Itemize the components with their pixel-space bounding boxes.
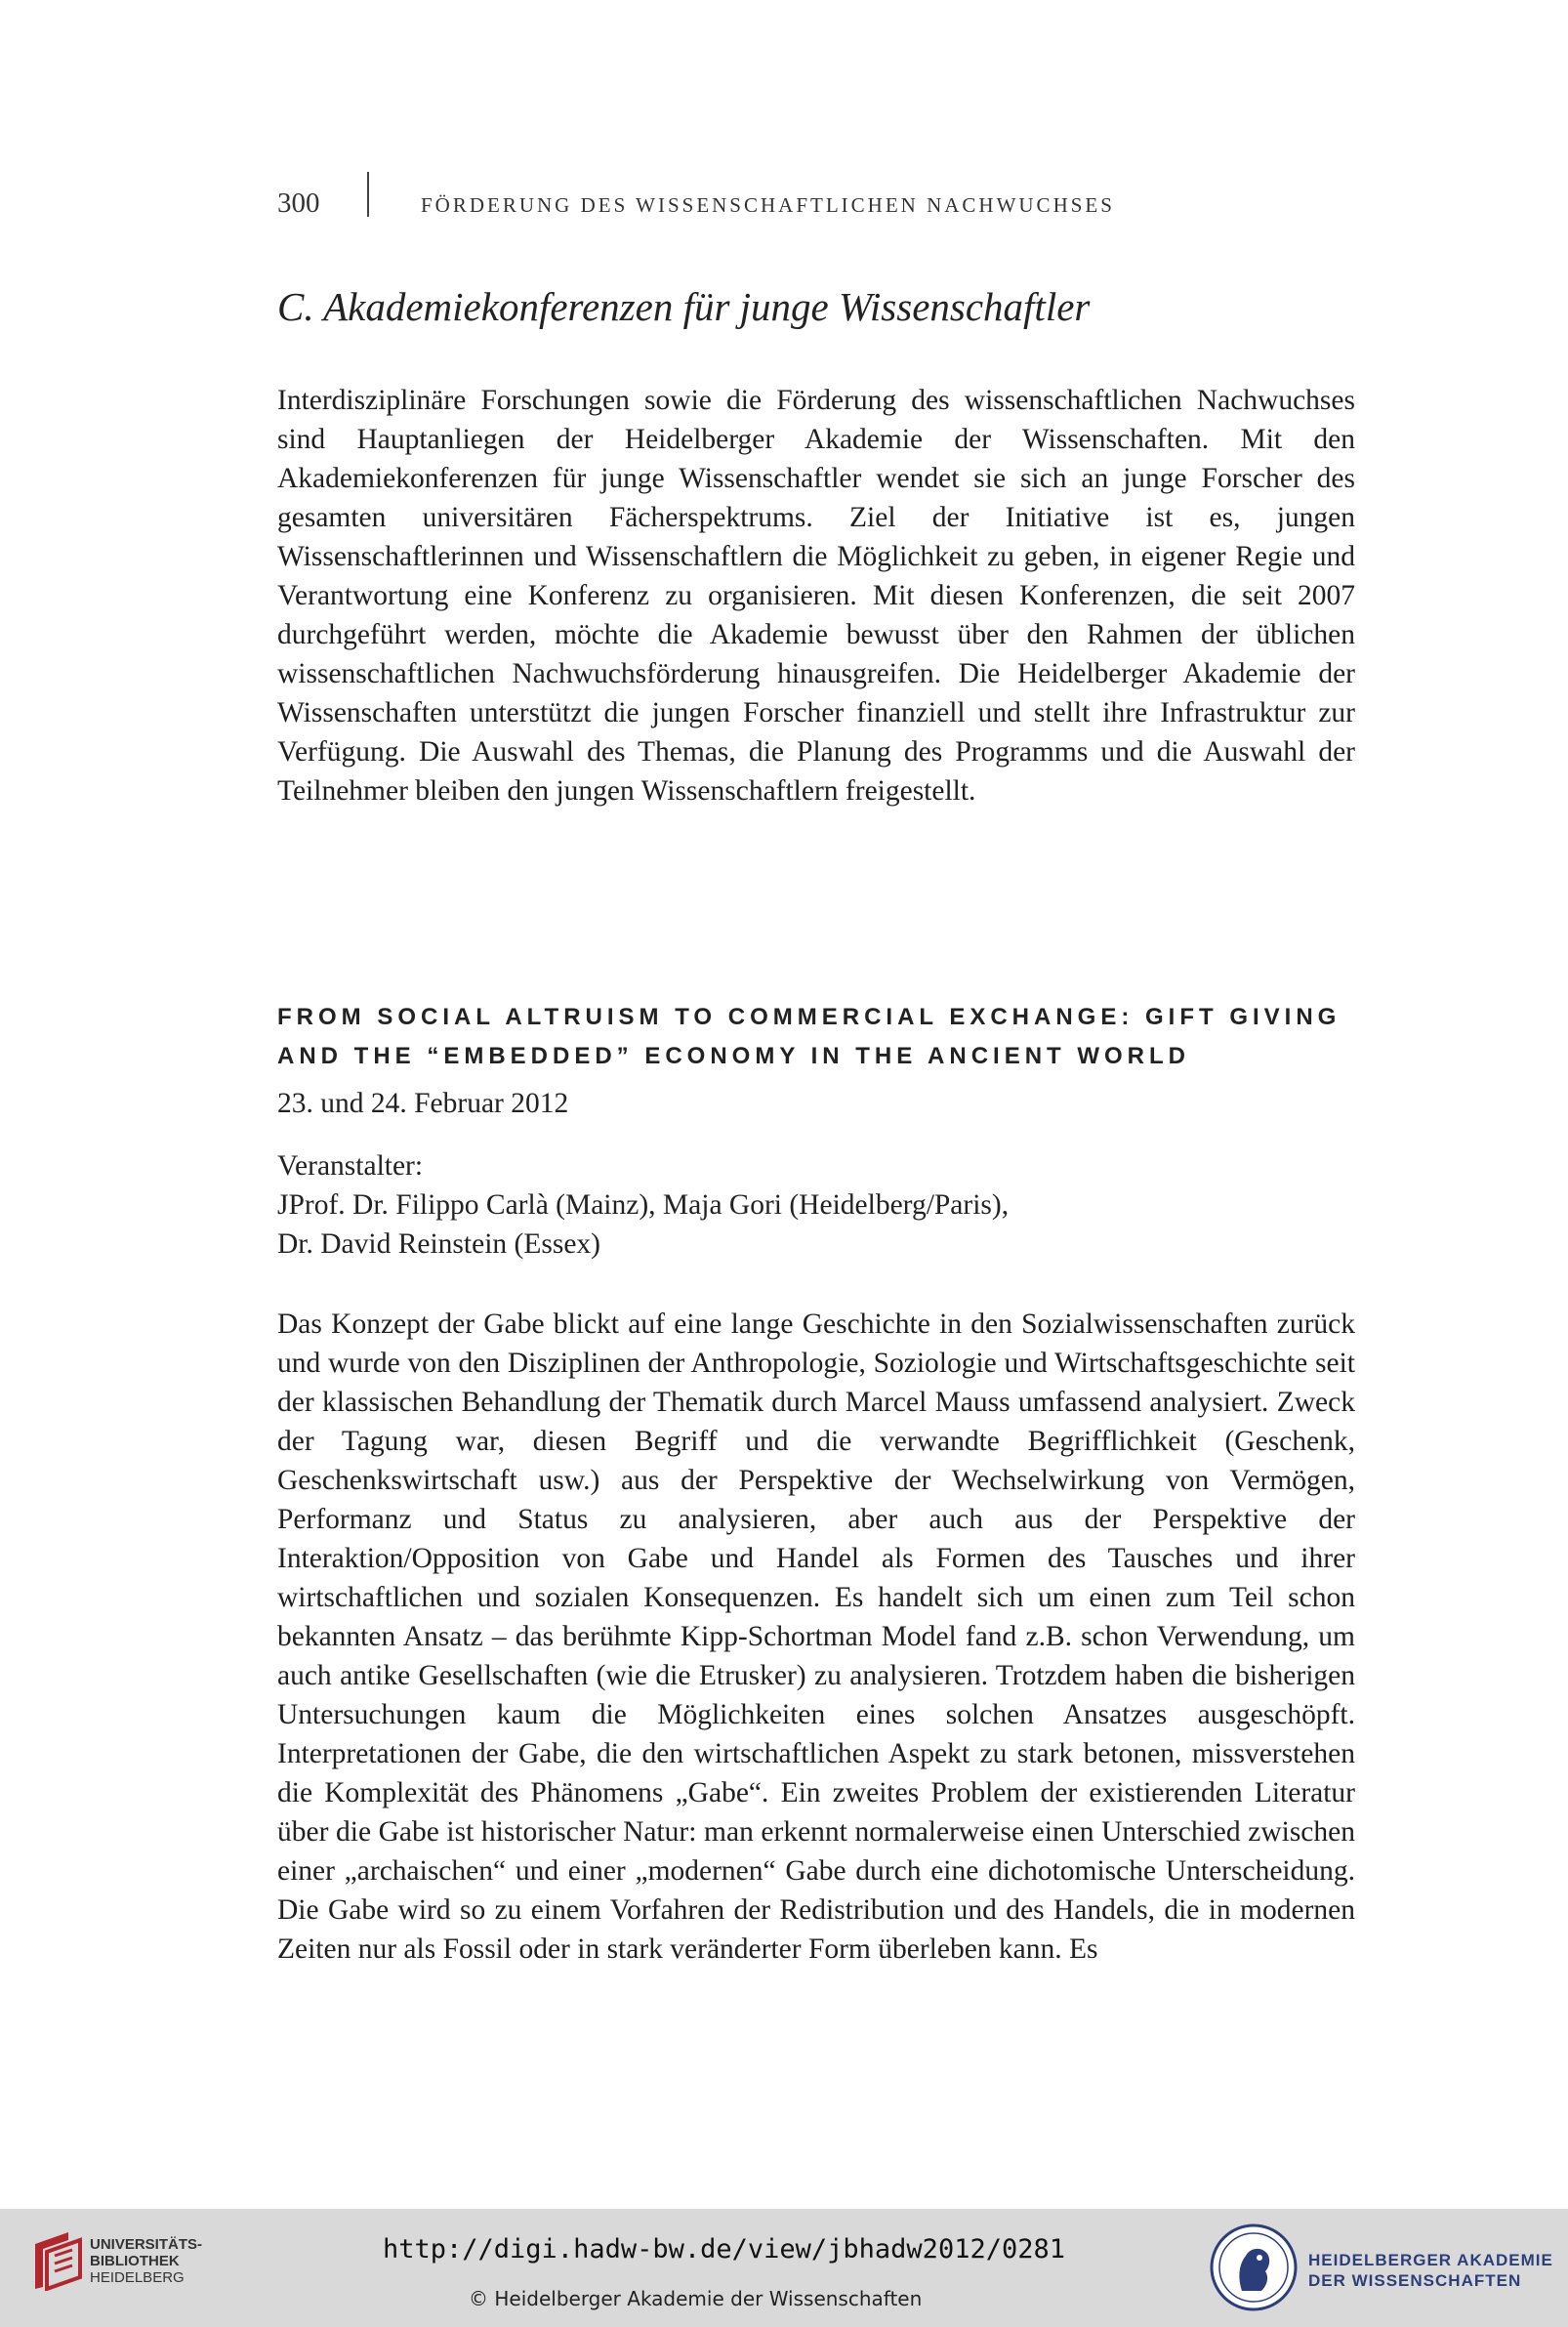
organizers-block — [277, 1146, 1009, 1264]
footer-bar — [0, 2209, 1568, 2327]
organizers-line: Dr. David Reinstein (Essex) — [277, 1228, 600, 1260]
academy-logo[interactable] — [1209, 2223, 1560, 2316]
conference-title: FROM SOCIAL ALTRUISM TO COMMERCIAL EXCHANGE: GIFT GIVING AND THE “EMBEDDED” ECONOMY IN THE ANCIENT WORLD — [277, 1004, 1341, 1069]
organizers-line: JProf. Dr. Filippo Carlà (Mainz), Maja Gori (Heidelberg/Paris), — [277, 1189, 1010, 1221]
copyright-notice: © Heidelberger Akademie der Wissenschaften — [469, 2287, 923, 2310]
conference-description: Das Konzept der Gabe blickt auf eine lange Geschichte in den Sozialwissenschaften zurück und wurde von den Disziplinen der Anthropologie, Soziologie und Wirtschaftsgeschichte seit der klassischen Behandlung der Thematik durch Marcel Mauss umfassend analysiert. Zweck der Tagung war, diesen Begriff und die verwandte Begrifflichkeit (Geschenk, Geschenkswirtschaft usw.) aus der Perspektive der Wechselwirkung von Vermögen, Performanz und Status zu analysieren, aber auch aus der Perspektive der Interaktion/Opposition von Gabe und Handel als Formen des Tausches und ihrer wirtschaftlichen und sozialen Konsequenzen. Es handelt sich um einen zum Teil schon bekannten Ansatz – das berühmte Kipp-Schortman Model fand z.B. schon Verwendung, um auch antike Gesellschaften (wie die Etrusker) zu analysieren. Trotzdem haben die bisherigen Untersuchungen kaum die Möglichkeiten eines solchen Ansatzes ausgeschöpft. Interpretationen der Gabe, die den wirtschaftlichen Aspekt zu stark betonen, missverstehen die Komplexität des Phänomens „Gabe“. Ein zweites Problem der existierenden Literatur über die Gabe ist historischer Natur: man erkennt normalerweise einen Unterschied zwischen einer „archaischen“ und einer „modernen“ Gabe durch eine dichotomische Unterscheidung. Die Gabe wird so zu einem Vorfahren der Redistribution und des Handels, die in modernen Zeiten nur als Fossil oder in stark veränderter Form überleben kann. Es — [277, 1309, 1355, 1965]
page-number: 300 — [277, 187, 320, 219]
running-title: FÖRDERUNG DES WISSENSCHAFTLICHEN NACHWUCHSES — [421, 193, 1115, 217]
intro-paragraph: Interdisziplinäre Forschungen sowie die Förderung des wissenschaftlichen Nachwuchses sind Hauptanliegen der Heidelberger Akademie der Wissenschaften. Mit den Akademiekonferenzen für junge Wissenschaftler wendet sie sich an junge Forscher des gesamten universitären Fächerspektrums. Ziel der Initiative ist es, jungen Wissenschaftlerinnen und Wissenschaftlern die Möglichkeit zu geben, in eigener Regie und Verantwortung eine Konferenz zu organisieren. Mit diesen Konferenzen, die seit 2007 durchgeführt werden, möchte die Akademie bewusst über den Rahmen der üblichen wissenschaftlichen Nachwuchsförderung hinausgreifen. Die Heidelberger Akademie der Wissenschaften unterstützt die jungen Forscher finanziell und stellt ihre Infrastruktur zur Verfügung. Die Auswahl des Themas, die Planung des Programms und die Auswahl der Teilnehmer bleiben den jungen Wissenschaftlern freigestellt. — [277, 385, 1355, 807]
permalink-url[interactable]: http://digi.hadw-bw.de/view/jbhadw2012/0281 — [383, 2234, 1065, 2265]
library-logo-icon — [29, 2230, 86, 2291]
university-library-logo[interactable] — [29, 2226, 225, 2305]
library-logo-text: UNIVERSITÄTS- BIBLIOTHEK HEIDELBERG — [90, 2236, 203, 2286]
organizer-label: Veranstalter: — [277, 1150, 424, 1182]
academy-seal-icon — [1209, 2223, 1299, 2312]
section-heading: C. Akademiekonferenzen für junge Wissenschaftler — [277, 284, 1091, 329]
header-divider — [367, 172, 369, 217]
academy-logo-text: HEIDELBERGER AKADEMIE DER WISSENSCHAFTEN — [1308, 2251, 1553, 2290]
conference-date: 23. und 24. Februar 2012 — [277, 1088, 569, 1119]
